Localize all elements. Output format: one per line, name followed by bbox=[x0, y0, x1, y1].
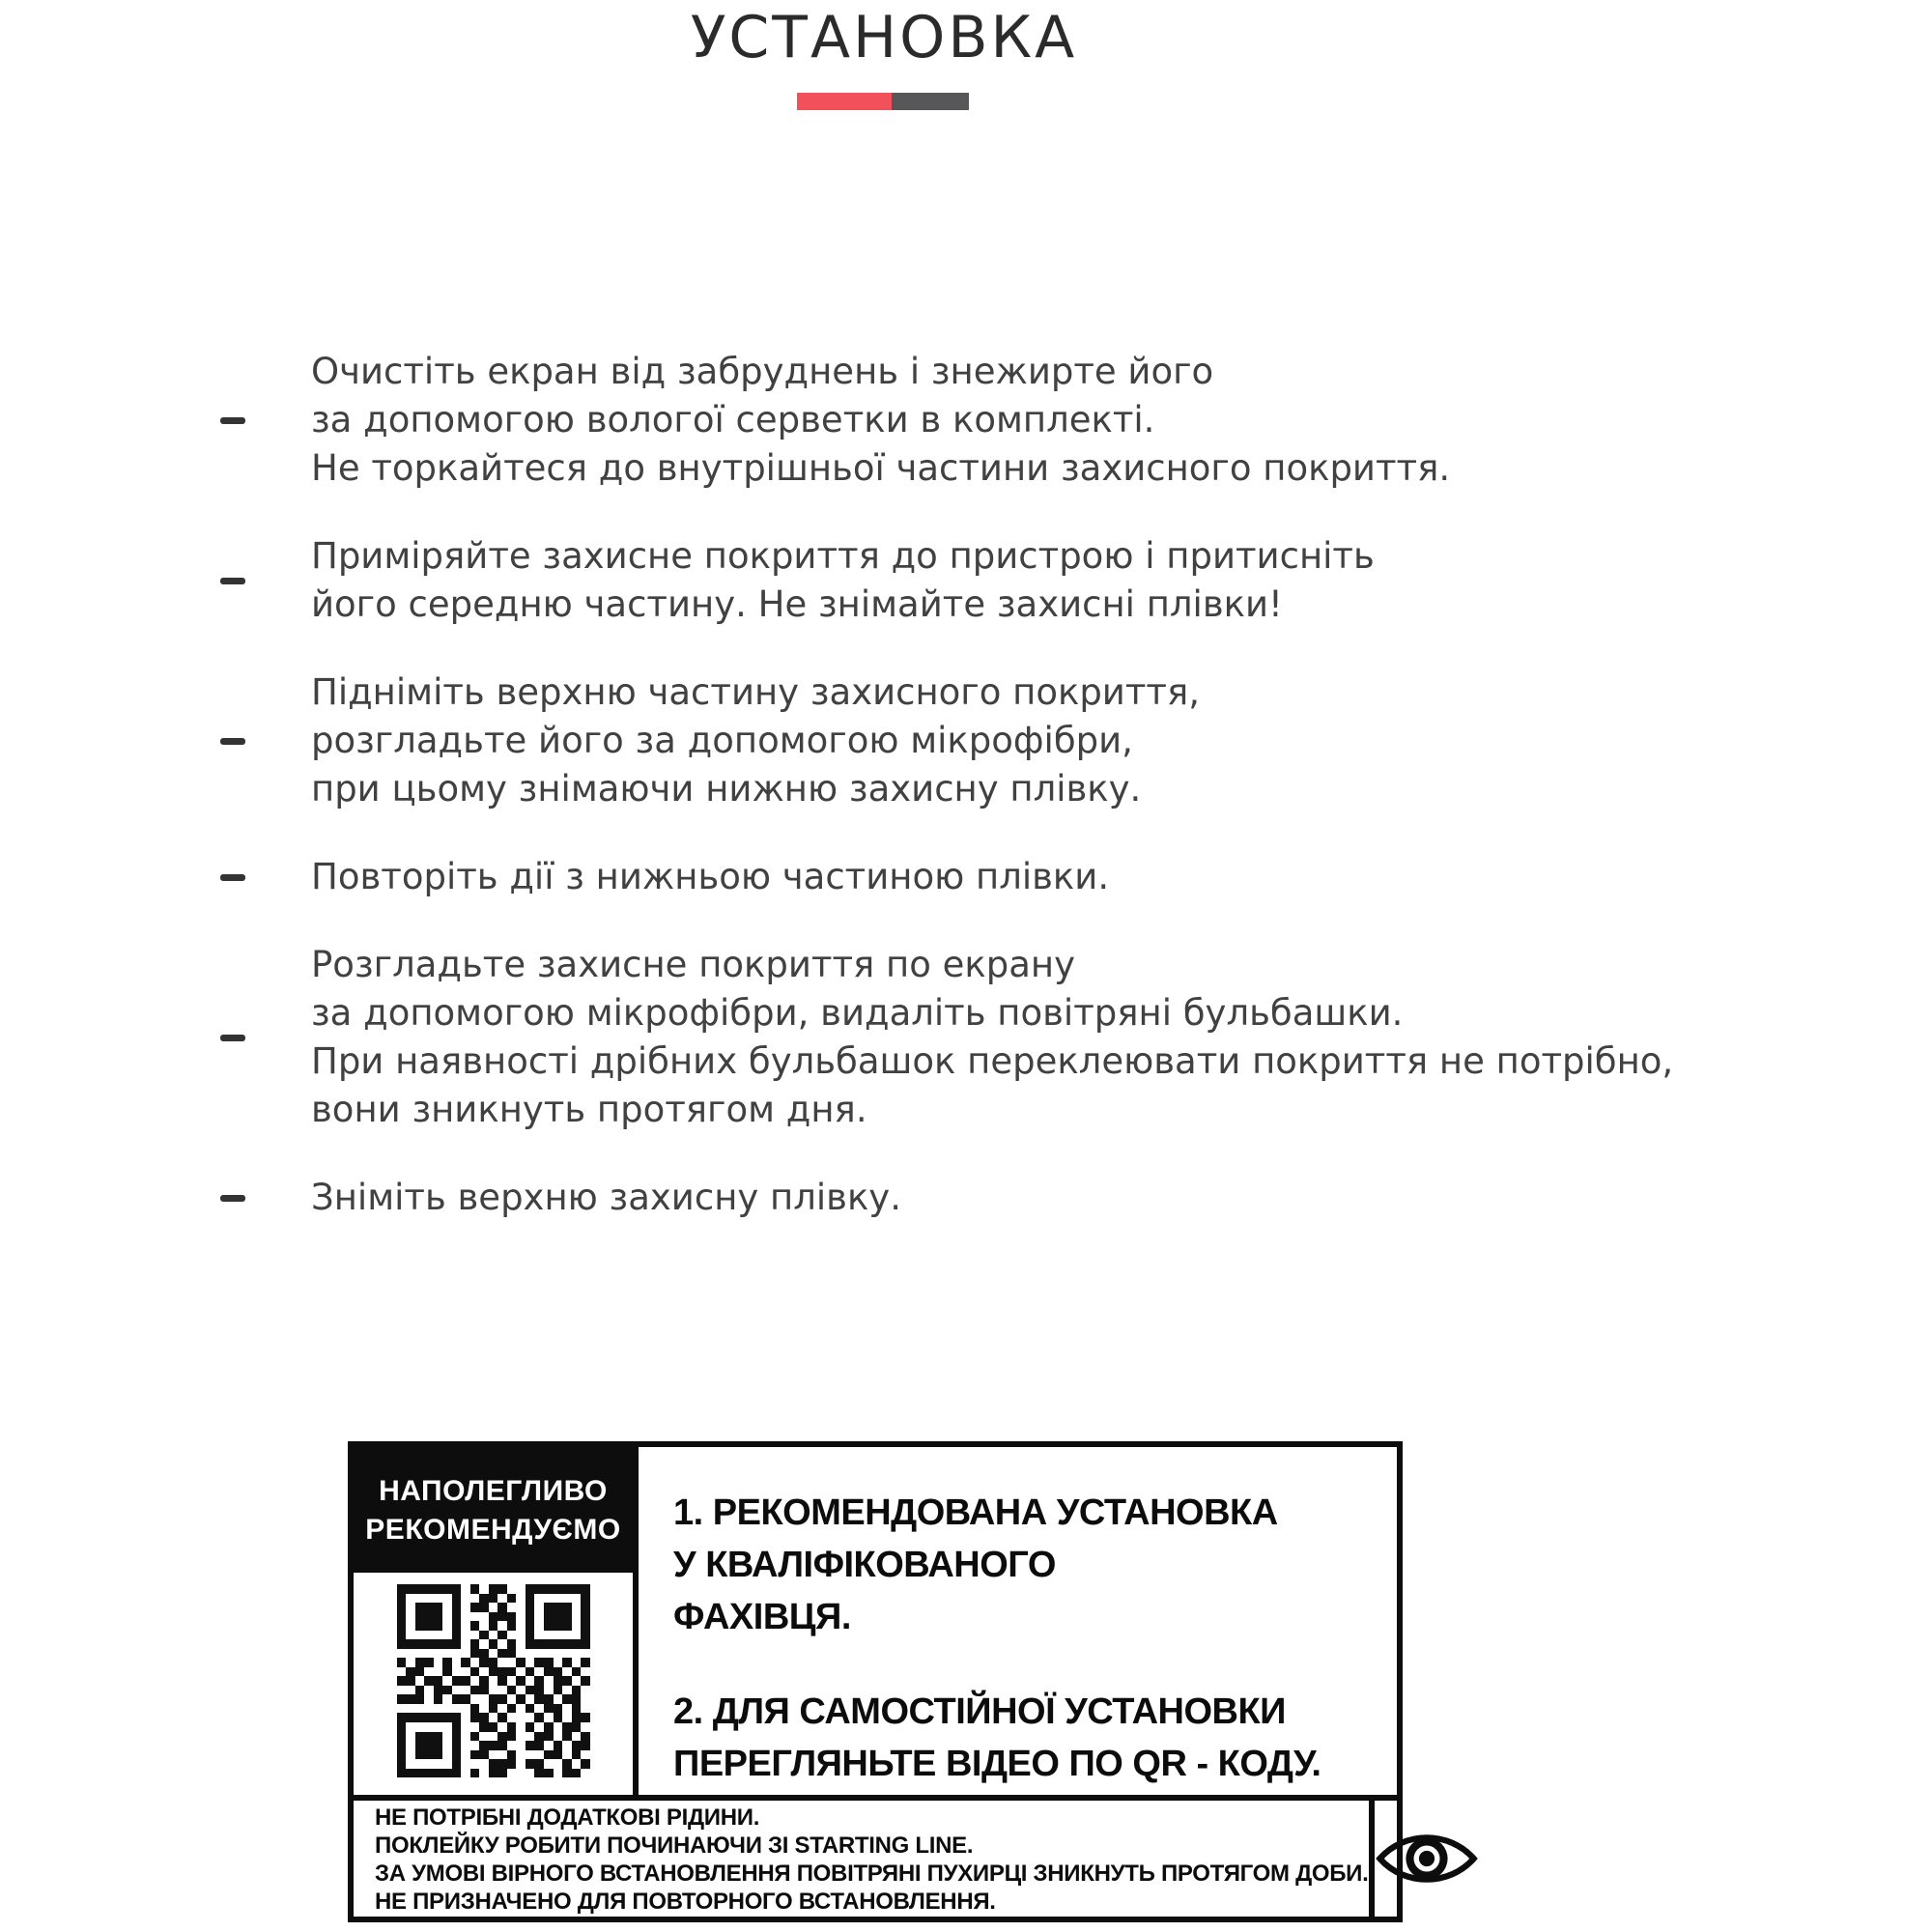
instruction-text bbox=[311, 532, 1375, 629]
recommendation-line: 2. ДЛЯ САМОСТІЙНОЇ УСТАНОВКИ bbox=[673, 1691, 1286, 1732]
title-divider bbox=[797, 93, 969, 110]
instruction-line: розгладьте його за допомогою мікрофібри, bbox=[311, 720, 1133, 761]
qr-code bbox=[397, 1584, 590, 1777]
list-item bbox=[220, 1174, 1785, 1222]
list-item bbox=[220, 532, 1785, 629]
list-item bbox=[220, 348, 1785, 493]
note-line: НЕ ПРИЗНАЧЕНО ДЛЯ ПОВТОРНОГО ВСТАНОВЛЕННЯ. bbox=[375, 1889, 996, 1915]
dash-bullet-icon bbox=[220, 738, 245, 745]
instruction-line: Розгладьте захисне покриття по екрану bbox=[311, 944, 1075, 985]
instruction-text bbox=[311, 853, 1109, 901]
instruction-text bbox=[311, 1174, 901, 1222]
list-item bbox=[220, 668, 1785, 813]
instruction-text bbox=[311, 941, 1673, 1134]
instruction-text bbox=[311, 348, 1450, 493]
dash-bullet-icon bbox=[220, 417, 245, 424]
dash-bullet-icon bbox=[220, 578, 245, 584]
note-line: ПОКЛЕЙКУ РОБИТИ ПОЧИНАЮЧИ ЗІ STARTING LINE. bbox=[375, 1833, 974, 1859]
instruction-text bbox=[311, 668, 1200, 813]
instruction-line: Приміряйте захисне покриття до пристрою і притисніть bbox=[311, 535, 1375, 577]
dash-bullet-icon bbox=[220, 1195, 245, 1202]
dash-bullet-icon bbox=[220, 1035, 245, 1041]
notes-panel bbox=[354, 1801, 1369, 1917]
eye-cell bbox=[1369, 1801, 1479, 1917]
recommendation-text-panel bbox=[639, 1447, 1397, 1795]
recommendation-line: ПЕРЕГЛЯНЬТЕ ВІДЕО ПО QR - КОДУ. bbox=[673, 1744, 1321, 1784]
instruction-line: при цьому знімаючи нижню захисну плівку. bbox=[311, 768, 1142, 810]
recommendation-box-bottom bbox=[354, 1801, 1397, 1917]
qr-panel bbox=[354, 1447, 639, 1795]
note-line: НЕ ПОТРІБНІ ДОДАТКОВІ РІДИНИ. bbox=[375, 1804, 760, 1831]
instruction-list bbox=[220, 348, 1785, 1262]
dash-bullet-icon bbox=[220, 874, 245, 881]
instruction-line: вони зникнуть протягом дня. bbox=[311, 1089, 867, 1130]
instruction-line: за допомогою вологої серветки в комплекті. bbox=[311, 399, 1155, 440]
instruction-line: його середню частину. Не знімайте захисні плівки! bbox=[311, 583, 1283, 625]
recommendation-item-2 bbox=[673, 1686, 1387, 1790]
eye-icon bbox=[1375, 1824, 1479, 1893]
recommendation-line: ФАХІВЦЯ. bbox=[673, 1597, 851, 1637]
strongly-recommend-header bbox=[354, 1447, 633, 1573]
recommendation-item-1 bbox=[673, 1487, 1387, 1643]
instruction-line: Не торкайтеся до внутрішньої частини захисного покриття. bbox=[311, 447, 1451, 489]
list-item bbox=[220, 941, 1785, 1134]
instruction-line: за допомогою мікрофібри, видаліть повітряні бульбашки. bbox=[311, 992, 1404, 1034]
recommendation-box bbox=[348, 1441, 1403, 1922]
instruction-line: Підніміть верхню частину захисного покриття, bbox=[311, 671, 1200, 713]
instruction-line: При наявності дрібних бульбашок переклеювати покриття не потрібно, bbox=[311, 1040, 1674, 1082]
list-item bbox=[220, 853, 1785, 901]
note-line: ЗА УМОВІ ВІРНОГО ВСТАНОВЛЕННЯ ПОВІТРЯНІ ПУХИРЦІ ЗНИКНУТЬ ПРОТЯГОМ ДОБИ. bbox=[375, 1861, 1369, 1887]
header-line: РЕКОМЕНДУЄМО bbox=[365, 1514, 621, 1546]
recommendation-line: У КВАЛІФІКОВАНОГО bbox=[673, 1545, 1056, 1585]
divider-red-segment bbox=[797, 93, 892, 110]
page-title: УСТАНОВКА bbox=[690, 4, 1078, 71]
header-line: НАПОЛЕГЛИВО bbox=[379, 1475, 608, 1507]
divider-dark-segment bbox=[892, 93, 969, 110]
recommendation-box-top bbox=[354, 1447, 1397, 1801]
instruction-line: Повторіть дії з нижньою частиною плівки. bbox=[311, 856, 1110, 897]
instruction-line: Зніміть верхню захисну плівку. bbox=[311, 1177, 901, 1218]
instruction-line: Очистіть екран від забруднень і знежирте його bbox=[311, 351, 1214, 392]
recommendation-line: 1. РЕКОМЕНДОВАНА УСТАНОВКА bbox=[673, 1492, 1278, 1533]
